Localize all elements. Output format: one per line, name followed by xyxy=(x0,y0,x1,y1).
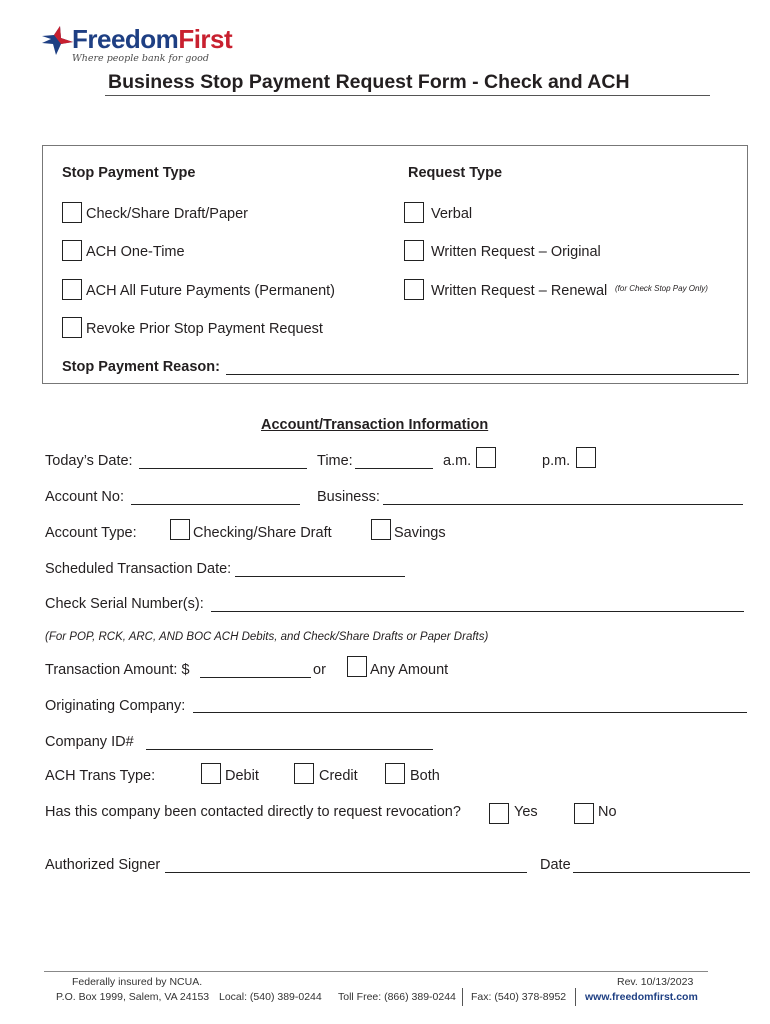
scheduled-date-label: Scheduled Transaction Date: xyxy=(45,561,232,577)
written-original-checkbox[interactable] xyxy=(404,240,424,261)
pm-checkbox[interactable] xyxy=(576,447,596,468)
savings-label: Savings xyxy=(394,525,446,541)
check-share-draft-label: Check/Share Draft/Paper xyxy=(86,206,248,222)
ach-one-time-label: ACH One-Time xyxy=(86,244,185,260)
originating-company-field[interactable] xyxy=(193,712,747,713)
account-section-heading: Account/Transaction Information xyxy=(261,417,489,433)
check-serial-label: Check Serial Number(s): xyxy=(45,596,204,612)
check-share-draft-checkbox[interactable] xyxy=(62,202,82,223)
ach-note: (For POP, RCK, ARC, AND BOC ACH Debits, and Check/Share Drafts or Paper Drafts) xyxy=(45,631,489,643)
yes-label: Yes xyxy=(514,804,538,820)
footer-po-box: P.O. Box 1999, Salem, VA 24153 xyxy=(56,991,210,1003)
footer-fax: Fax: (540) 378-8952 xyxy=(471,991,567,1003)
written-renewal-label: Written Request – Renewal xyxy=(431,283,608,299)
amount-field[interactable] xyxy=(200,677,311,678)
verbal-checkbox[interactable] xyxy=(404,202,424,223)
account-no-field[interactable] xyxy=(131,504,300,505)
brand-tagline: Where people bank for good xyxy=(72,53,209,64)
footer-insured: Federally insured by NCUA. xyxy=(72,976,203,988)
written-renewal-checkbox[interactable] xyxy=(404,279,424,300)
credit-checkbox[interactable] xyxy=(294,763,314,784)
footer-separator xyxy=(462,988,463,1006)
scheduled-date-field[interactable] xyxy=(235,576,405,577)
authorized-signer-field[interactable] xyxy=(165,872,527,873)
revocation-question: Has this company been contacted directly to request revocation? xyxy=(45,804,461,820)
ach-all-future-label: ACH All Future Payments (Permanent) xyxy=(86,283,336,299)
checking-label: Checking/Share Draft xyxy=(193,525,332,541)
footer-divider xyxy=(44,971,708,972)
star-logo-icon xyxy=(40,26,74,56)
amount-label: Transaction Amount: $ xyxy=(45,662,190,678)
brand-name: FreedomFirst xyxy=(72,24,233,54)
pm-label: p.m. xyxy=(542,453,571,469)
ach-type-label: ACH Trans Type: xyxy=(45,768,156,784)
am-checkbox[interactable] xyxy=(476,447,496,468)
ach-all-future-checkbox[interactable] xyxy=(62,279,82,300)
footer-separator xyxy=(575,988,576,1006)
footer-toll-free: Toll Free: (866) 389-0244 xyxy=(338,991,456,1003)
company-id-label: Company ID# xyxy=(45,734,134,750)
verbal-label: Verbal xyxy=(431,206,473,222)
ach-one-time-checkbox[interactable] xyxy=(62,240,82,261)
footer-website[interactable]: www.freedomfirst.com xyxy=(585,991,698,1003)
account-type-label: Account Type: xyxy=(45,525,137,541)
time-field[interactable] xyxy=(355,468,433,469)
request-type-heading: Request Type xyxy=(408,165,503,181)
footer-rev: Rev. 10/13/2023 xyxy=(617,976,694,988)
stop-reason-label: Stop Payment Reason: xyxy=(62,359,220,375)
or-label: or xyxy=(313,662,326,678)
both-label: Both xyxy=(410,768,440,784)
credit-label: Credit xyxy=(319,768,358,784)
debit-checkbox[interactable] xyxy=(201,763,221,784)
revoke-prior-label: Revoke Prior Stop Payment Request xyxy=(86,321,323,337)
business-field[interactable] xyxy=(383,504,743,505)
title-divider xyxy=(105,95,710,96)
debit-label: Debit xyxy=(225,768,259,784)
authorized-signer-label: Authorized Signer xyxy=(45,857,161,873)
check-serial-field[interactable] xyxy=(211,611,744,612)
company-id-field[interactable] xyxy=(146,749,433,750)
checking-checkbox[interactable] xyxy=(170,519,190,540)
any-amount-checkbox[interactable] xyxy=(347,656,367,677)
originating-company-label: Originating Company: xyxy=(45,698,186,714)
signer-date-field[interactable] xyxy=(573,872,750,873)
savings-checkbox[interactable] xyxy=(371,519,391,540)
time-label: Time: xyxy=(317,453,353,469)
todays-date-field[interactable] xyxy=(139,468,307,469)
stop-reason-field[interactable] xyxy=(226,374,739,375)
written-original-label: Written Request – Original xyxy=(431,244,601,260)
todays-date-label: Today’s Date: xyxy=(45,453,133,469)
renewal-note: (for Check Stop Pay Only) xyxy=(615,284,708,293)
no-checkbox[interactable] xyxy=(574,803,594,824)
account-no-label: Account No: xyxy=(45,489,124,505)
am-label: a.m. xyxy=(443,453,472,469)
yes-checkbox[interactable] xyxy=(489,803,509,824)
signer-date-label: Date xyxy=(540,857,571,873)
no-label: No xyxy=(598,804,617,820)
both-checkbox[interactable] xyxy=(385,763,405,784)
page-title: Business Stop Payment Request Form - Check and ACH xyxy=(108,71,630,93)
footer-local: Local: (540) 389-0244 xyxy=(219,991,322,1003)
any-amount-label: Any Amount xyxy=(370,662,449,678)
stop-type-heading: Stop Payment Type xyxy=(62,165,196,181)
business-label: Business: xyxy=(317,489,380,505)
revoke-prior-checkbox[interactable] xyxy=(62,317,82,338)
